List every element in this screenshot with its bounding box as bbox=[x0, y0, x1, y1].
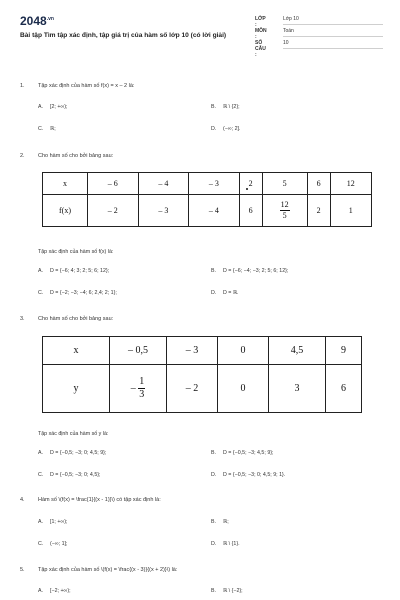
option-text: (−∞; 2]. bbox=[223, 126, 241, 132]
question-5 bbox=[20, 567, 177, 573]
option-d[interactable] bbox=[211, 290, 239, 296]
option-letter: D. bbox=[211, 541, 217, 547]
table-cell: 0 bbox=[218, 365, 269, 413]
table-cell: 4,5 bbox=[269, 337, 326, 365]
option-text: D = {−2; −3; −4; 6; 2,4; 2; 1}; bbox=[50, 290, 117, 296]
option-d[interactable] bbox=[211, 126, 240, 132]
logo-text: 2048 bbox=[20, 14, 47, 28]
fraction-denominator: 3 bbox=[139, 389, 145, 400]
table-cell: – 3 bbox=[189, 173, 240, 195]
fraction-numerator: 1 bbox=[139, 376, 145, 387]
table-cell: – 4 bbox=[189, 195, 240, 227]
option-b[interactable] bbox=[211, 519, 229, 525]
option-a[interactable] bbox=[38, 588, 71, 594]
option-letter: D. bbox=[211, 472, 217, 478]
option-c[interactable] bbox=[38, 472, 101, 478]
question-subtext: Tập xác định của hàm số f(x) là: bbox=[38, 249, 114, 255]
meta-value: Lớp 10 bbox=[283, 16, 383, 25]
table-cell: 3 bbox=[269, 365, 326, 413]
option-letter: B. bbox=[211, 268, 217, 274]
table-cell: – 6 bbox=[88, 173, 139, 195]
option-a[interactable] bbox=[38, 104, 67, 110]
option-letter: A. bbox=[38, 450, 44, 456]
table-cell: x bbox=[43, 173, 88, 195]
option-a[interactable] bbox=[38, 519, 67, 525]
table-cell: – 2 bbox=[167, 365, 218, 413]
question-number: 1. bbox=[20, 83, 25, 89]
option-c[interactable] bbox=[38, 290, 117, 296]
table-cell: 12 bbox=[330, 173, 371, 195]
question-1 bbox=[20, 83, 134, 89]
table-row bbox=[43, 365, 362, 413]
option-b[interactable] bbox=[211, 588, 243, 594]
question-text: Tập xác định của hàm số f(x) = x – 2 là: bbox=[38, 83, 135, 89]
table-cell-fraction bbox=[262, 195, 307, 227]
table-cell: – 3 bbox=[138, 195, 189, 227]
option-letter: A. bbox=[38, 104, 44, 110]
meta-label: SỐ CÂU : bbox=[255, 40, 266, 58]
logo-suffix: .vn bbox=[46, 16, 54, 22]
option-letter: B. bbox=[211, 104, 217, 110]
table-cell: 6 bbox=[239, 195, 262, 227]
option-d[interactable] bbox=[211, 541, 240, 547]
question-number: 4. bbox=[20, 497, 25, 503]
table-cell: y bbox=[43, 365, 110, 413]
option-text: ℝ \ {1}. bbox=[223, 541, 240, 547]
table-cell: – 2 bbox=[88, 195, 139, 227]
fraction bbox=[280, 201, 290, 220]
meta-value: Toán bbox=[283, 28, 383, 37]
table-cell: 0 bbox=[218, 337, 269, 365]
option-text: D = {−0,5; −3; 4,5; 9}; bbox=[223, 450, 274, 456]
table-row bbox=[43, 195, 372, 227]
table-cell: – 0,5 bbox=[110, 337, 167, 365]
question-text: Hàm số \(f(x) = \frac{1}{(x - 1)}\) có tập xác định là: bbox=[38, 497, 161, 503]
option-text: ℝ \ {−2}; bbox=[223, 588, 243, 594]
option-text: D = {−6; −4; −3; 2; 5; 6; 12}; bbox=[223, 268, 289, 274]
option-text: (−∞; 1]; bbox=[50, 541, 68, 547]
question-text: Tập xác định của hàm số \(f(x) = \frac{(x - 3)}{(x + 2)}\) là: bbox=[38, 567, 178, 573]
option-text: D = {−0,5; −3; 0; 4,5}; bbox=[50, 472, 101, 478]
option-b[interactable] bbox=[211, 450, 274, 456]
option-letter: C. bbox=[38, 290, 44, 296]
table-cell-fraction bbox=[110, 365, 167, 413]
table-cell: 6 bbox=[307, 173, 330, 195]
option-text: D = {−6; 4; 3; 2; 5; 6; 12}; bbox=[50, 268, 110, 274]
table-cell: 6 bbox=[326, 365, 362, 413]
option-b[interactable] bbox=[211, 268, 288, 274]
question-number: 2. bbox=[20, 153, 25, 159]
option-c[interactable] bbox=[38, 541, 67, 547]
option-c[interactable] bbox=[38, 126, 56, 132]
option-text: [2; +∞); bbox=[50, 104, 68, 110]
option-letter: C. bbox=[38, 541, 44, 547]
table-cell: 9 bbox=[326, 337, 362, 365]
table-row bbox=[43, 173, 372, 195]
option-letter: A. bbox=[38, 268, 44, 274]
option-letter: A. bbox=[38, 519, 44, 525]
meta-label: LỚP : bbox=[255, 16, 266, 28]
option-letter: A. bbox=[38, 588, 44, 594]
option-text: D = ℝ. bbox=[223, 290, 239, 296]
question-subtext: Tập xác định của hàm số y là: bbox=[38, 431, 109, 437]
fraction-denominator: 5 bbox=[282, 211, 287, 220]
option-text: [1; +∞); bbox=[50, 519, 68, 525]
page-title: Bài tập Tìm tập xác định, tập giá trị của hàm số lớp 10 (có lời giải) bbox=[20, 32, 227, 39]
table-cell: – 3 bbox=[167, 337, 218, 365]
site-logo[interactable] bbox=[20, 14, 54, 28]
function-table-2 bbox=[42, 336, 362, 413]
question-number: 5. bbox=[20, 567, 25, 573]
table-cell: 1 bbox=[330, 195, 371, 227]
option-letter: B. bbox=[211, 588, 217, 594]
question-2 bbox=[20, 153, 113, 159]
meta-value: 10 bbox=[283, 40, 383, 49]
option-a[interactable] bbox=[38, 268, 109, 274]
option-letter: D. bbox=[211, 126, 217, 132]
question-3 bbox=[20, 316, 113, 322]
function-table-1 bbox=[42, 172, 372, 227]
question-text: Cho hàm số cho bởi bảng sau: bbox=[38, 316, 114, 322]
option-letter: B. bbox=[211, 450, 217, 456]
question-4 bbox=[20, 497, 161, 503]
option-b[interactable] bbox=[211, 104, 240, 110]
meta-label: MÔN : bbox=[255, 28, 267, 40]
minus-sign: – bbox=[130, 382, 136, 394]
table-cell: f(x) bbox=[43, 195, 88, 227]
table-cell: x bbox=[43, 337, 110, 365]
table-cell: – 4 bbox=[138, 173, 189, 195]
table-row bbox=[43, 337, 362, 365]
option-d[interactable] bbox=[211, 472, 285, 478]
option-letter: C. bbox=[38, 472, 44, 478]
table-dot-mark bbox=[246, 188, 248, 190]
question-text: Cho hàm số cho bởi bảng sau: bbox=[38, 153, 114, 159]
option-a[interactable] bbox=[38, 450, 106, 456]
table-cell: 5 bbox=[262, 173, 307, 195]
option-text: ℝ \ {2}; bbox=[223, 104, 240, 110]
option-text: ℝ; bbox=[223, 519, 229, 525]
option-text: [−2; +∞); bbox=[50, 588, 71, 594]
option-letter: C. bbox=[38, 126, 44, 132]
table-cell: 2 bbox=[307, 195, 330, 227]
option-text: D = {−0,5; −3; 0; 4,5; 9}; bbox=[50, 450, 107, 456]
option-letter: D. bbox=[211, 290, 217, 296]
question-number: 3. bbox=[20, 316, 25, 322]
table-cell: 2 bbox=[239, 173, 262, 195]
option-letter: B. bbox=[211, 519, 217, 525]
option-text: ℝ; bbox=[50, 126, 56, 132]
fraction-numerator: 12 bbox=[280, 200, 289, 209]
option-text: D = {−0,5; −3; 0; 4,5; 9; 1}. bbox=[223, 472, 286, 478]
fraction bbox=[138, 377, 145, 400]
